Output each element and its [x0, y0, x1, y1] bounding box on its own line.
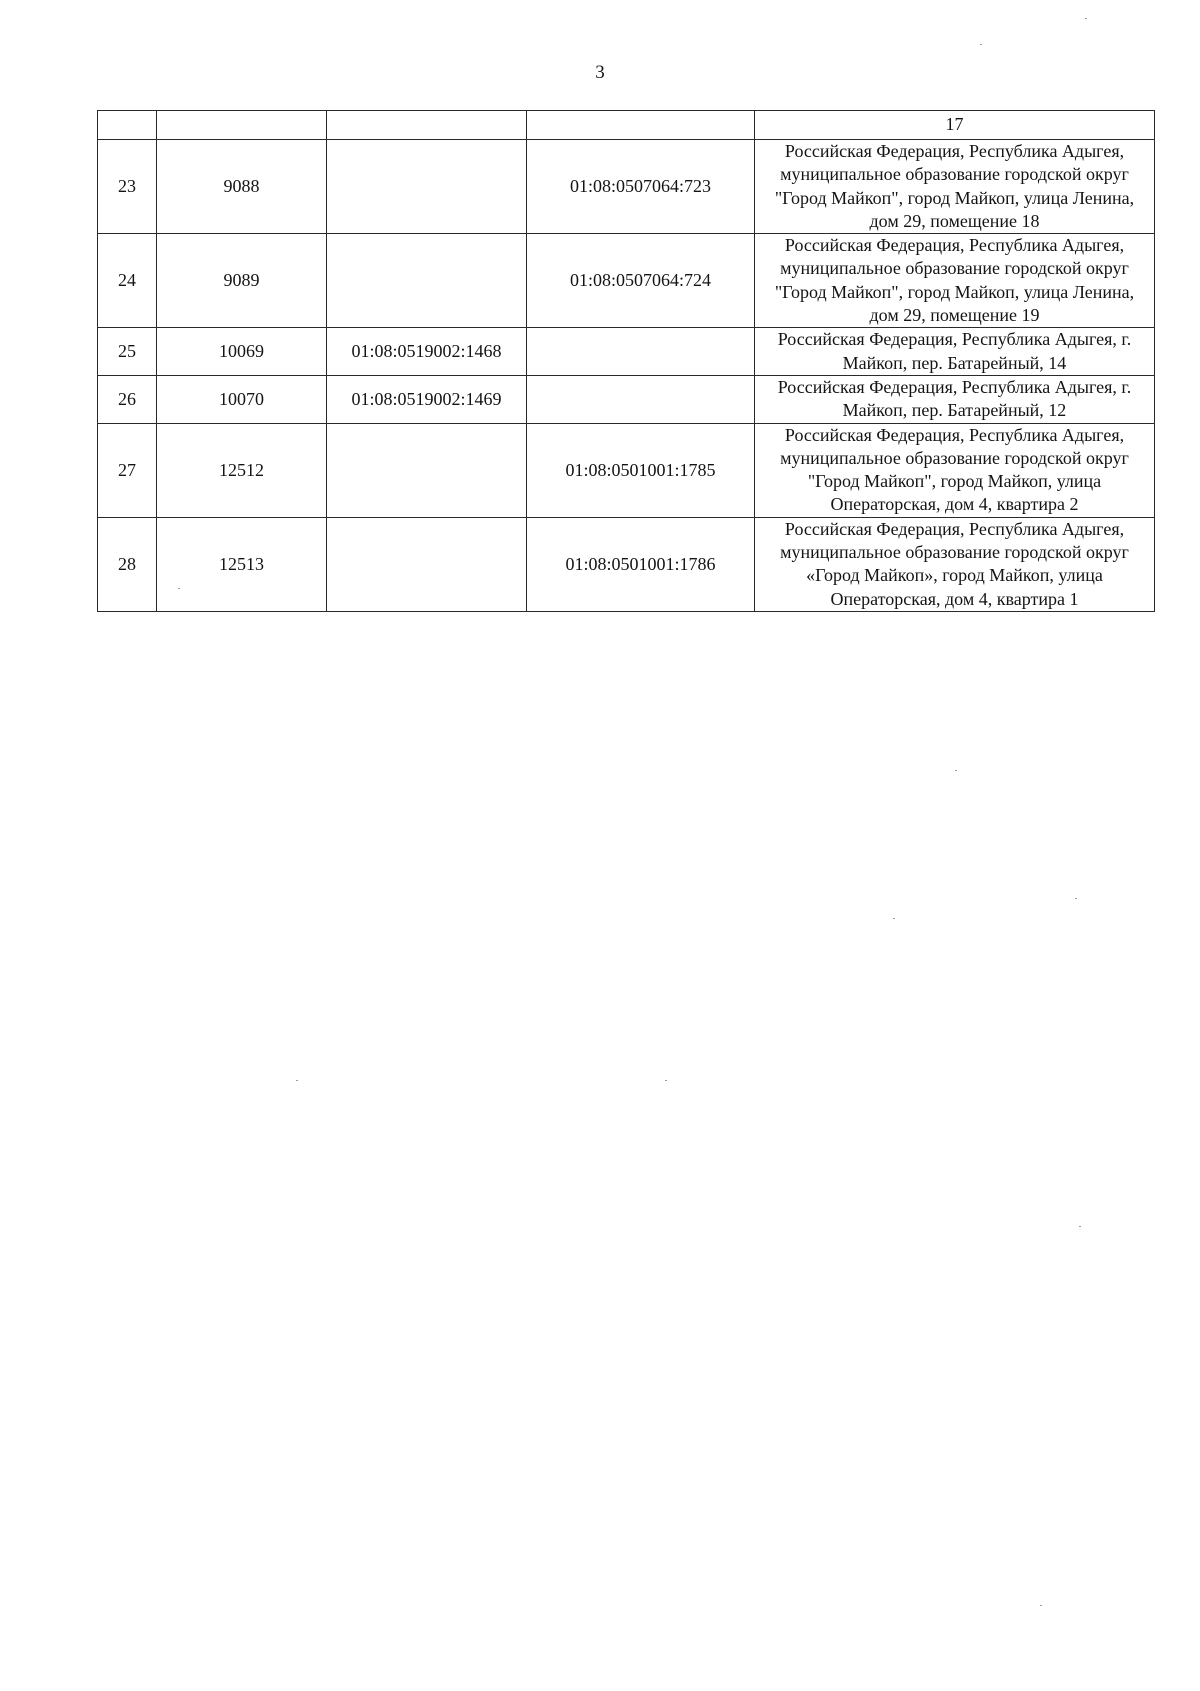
cell-reg-no: 12513 [157, 517, 327, 611]
scan-speck [1085, 18, 1087, 19]
table-row [98, 423, 1155, 517]
cell-reg-no: 9088 [157, 140, 327, 234]
cell-land-cadastral [327, 423, 527, 517]
cell-land-cadastral [327, 517, 527, 611]
cell-num: 24 [98, 234, 157, 328]
table-row-continuation [98, 111, 1155, 140]
table-row [98, 375, 1155, 423]
scan-speck [1040, 1605, 1042, 1606]
cell-building-cadastral [527, 375, 755, 423]
cell-address: Российская Федерация, Республика Адыгея, г. Майкоп, пер. Батарейный, 14 [755, 328, 1155, 376]
cell-address: Российская Федерация, Республика Адыгея, муниципальное образование городской округ "Город Майкоп", город Майкоп, улица Ленина, дом 29, помещение 19 [755, 234, 1155, 328]
cell-building-cadastral [527, 111, 755, 140]
cell-address: Российская Федерация, Республика Адыгея, муниципальное образование городской округ "Город Майкоп", город Майкоп, улица Операторская, дом 4, квартира 2 [755, 423, 1155, 517]
cell-reg-no: 10069 [157, 328, 327, 376]
cell-building-cadastral: 01:08:0501001:1786 [527, 517, 755, 611]
cell-building-cadastral [527, 328, 755, 376]
cell-reg-no: 12512 [157, 423, 327, 517]
table-row [98, 517, 1155, 611]
cell-num: 28 [98, 517, 157, 611]
cell-num [98, 111, 157, 140]
scan-speck [980, 44, 982, 45]
cell-address: Российская Федерация, Республика Адыгея, муниципальное образование городской округ «Город Майкоп», город Майкоп, улица Операторская, дом 4, квартира 1 [755, 517, 1155, 611]
scan-speck [1079, 1226, 1081, 1227]
cell-num: 26 [98, 375, 157, 423]
cell-land-cadastral: 01:08:0519002:1468 [327, 328, 527, 376]
cell-land-cadastral: 01:08:0519002:1469 [327, 375, 527, 423]
property-table [97, 110, 1155, 612]
cell-building-cadastral: 01:08:0507064:723 [527, 140, 755, 234]
cell-address: Российская Федерация, Республика Адыгея, муниципальное образование городской округ "Город Майкоп", город Майкоп, улица Ленина, дом 29, помещение 18 [755, 140, 1155, 234]
scan-speck [893, 918, 895, 919]
cell-num: 23 [98, 140, 157, 234]
cell-address-continuation: 17 [755, 111, 1155, 140]
cell-land-cadastral [327, 234, 527, 328]
table-row [98, 328, 1155, 376]
page-number: 3 [595, 62, 605, 83]
cell-reg-no: 9089 [157, 234, 327, 328]
scan-speck [955, 770, 957, 771]
scan-speck [665, 1080, 667, 1081]
table-row [98, 234, 1155, 328]
cell-address: Российская Федерация, Республика Адыгея, г. Майкоп, пер. Батарейный, 12 [755, 375, 1155, 423]
cell-num: 27 [98, 423, 157, 517]
scan-speck [296, 1080, 298, 1081]
cell-reg-no [157, 111, 327, 140]
cell-land-cadastral [327, 140, 527, 234]
cell-land-cadastral [327, 111, 527, 140]
cell-building-cadastral: 01:08:0507064:724 [527, 234, 755, 328]
scan-speck [1075, 898, 1077, 899]
scan-speck [178, 588, 180, 589]
cell-building-cadastral: 01:08:0501001:1785 [527, 423, 755, 517]
cell-reg-no: 10070 [157, 375, 327, 423]
cell-num: 25 [98, 328, 157, 376]
table-row [98, 140, 1155, 234]
